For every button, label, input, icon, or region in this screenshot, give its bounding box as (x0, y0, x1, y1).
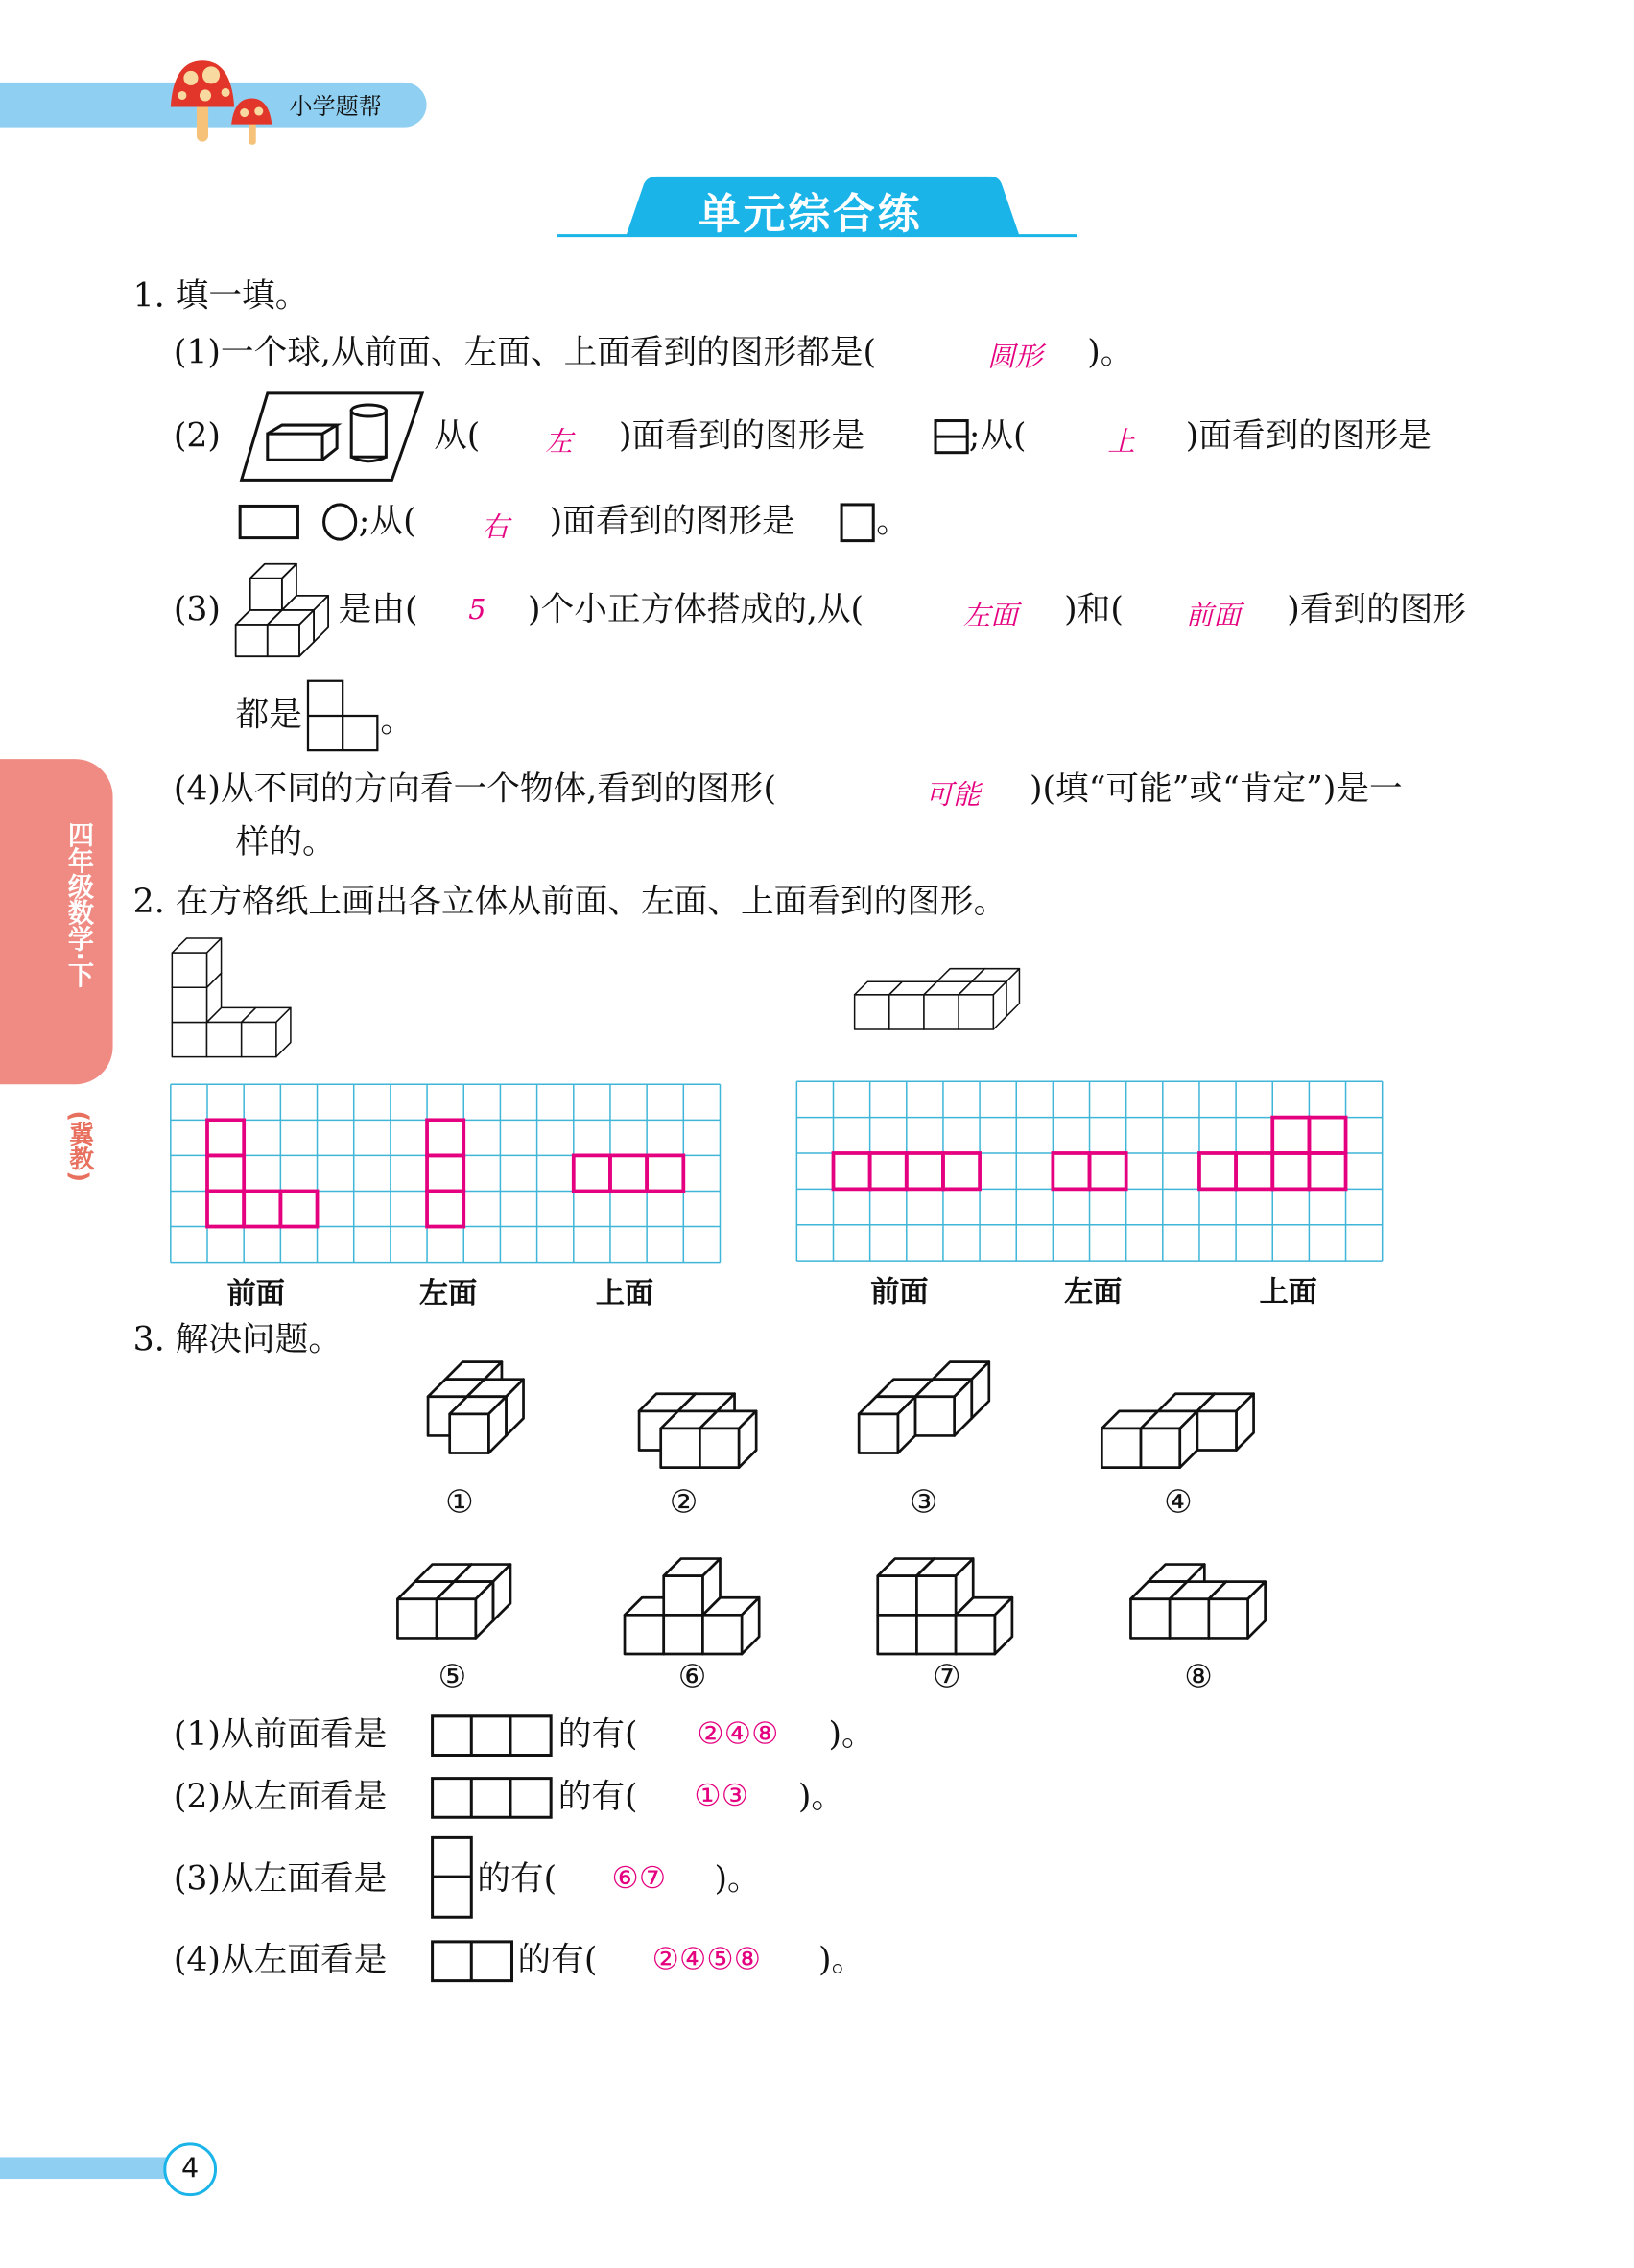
view-drawn-square (1309, 1153, 1345, 1189)
two-stacked-squares-icon (431, 1836, 477, 1923)
grid1-label-front: 前面 (226, 1275, 285, 1311)
side-tab-grade: 四年级数学·下 (63, 820, 94, 988)
view-drawn-square (1053, 1153, 1089, 1189)
cube (437, 1582, 493, 1639)
q1-p2-num: (2) (173, 417, 221, 456)
figure-label-6: ⑥ (677, 1660, 707, 1696)
figure-label-3: ③ (909, 1484, 938, 1522)
q3-item-2-post: )。 (797, 1778, 845, 1816)
row-solid-figure (850, 966, 1038, 1032)
q3-item-4-mid: 的有( (517, 1941, 598, 1980)
q1-p3-text-e: 都是 (235, 697, 302, 735)
view-drawn-square (1199, 1153, 1236, 1189)
cube (959, 981, 1006, 1029)
view-drawn-square (207, 1191, 244, 1226)
figure-label-1: ① (445, 1484, 474, 1522)
view-drawn-square (207, 1120, 244, 1155)
l-shaped-solid-figure (166, 933, 303, 1063)
q3-item-4-answer: ②④⑤⑧ (651, 1941, 762, 1977)
q1-p2-text-f: )面看到的图形是 (549, 503, 795, 541)
q1-p3-text-d: )看到的图形 (1287, 591, 1467, 629)
q1-p3-text-c: )和( (1064, 591, 1124, 629)
view-drawn-square (1090, 1153, 1126, 1189)
q1-p2-text-d: )面看到的图形是 (1185, 417, 1432, 456)
brand-name: 小学题帮 (289, 92, 382, 121)
square-icon (841, 503, 878, 543)
view-drawn-square (1272, 1153, 1309, 1189)
q1-p2-text-a: 从( (434, 417, 481, 456)
view-drawn-square (207, 1155, 244, 1191)
q1-p4-text-c: 样的。 (235, 823, 336, 862)
view-drawn-square (427, 1120, 463, 1155)
two-squares-icon (431, 1940, 517, 1983)
q1-p3-text-b: )个小正方体搭成的,从( (528, 591, 864, 629)
solid-figure-5 (394, 1559, 554, 1689)
q3-item-1-pre: (1)从前面看是 (173, 1715, 388, 1754)
grid2-label-front: 前面 (870, 1273, 929, 1309)
l-shape-view-icon (306, 679, 381, 754)
view-drawn-square (610, 1155, 647, 1191)
q3-item-2-pre: (2)从左面看是 (173, 1778, 388, 1816)
q3-item-3-answer: ⑥⑦ (611, 1860, 667, 1896)
q3-item-3-pre: (3)从左面看是 (173, 1860, 388, 1899)
view-drawn-square (1272, 1118, 1309, 1153)
cube (450, 1397, 507, 1453)
q1-p2-answer-2: 上 (1107, 426, 1136, 459)
cube (915, 1380, 972, 1436)
side-tab-edition: (冀教) (63, 1110, 93, 1183)
q1-p2-text-b: )面看到的图形是 (618, 417, 865, 456)
view-drawn-square (574, 1155, 610, 1191)
q1-p3-text-f: 。 (380, 702, 414, 741)
q3-item-4-post: )。 (817, 1941, 865, 1980)
cube (1197, 1394, 1254, 1451)
view-drawn-square (647, 1155, 683, 1191)
q3-item-2-mid: 的有( (557, 1778, 638, 1816)
q3-item-4-pre: (4)从左面看是 (173, 1941, 388, 1980)
q1-heading: 1. 填一填。 (132, 277, 309, 316)
q1-p2-answer-3: 右 (481, 511, 509, 544)
box-and-cylinder-figure (239, 390, 427, 484)
grid2-label-left: 左面 (1064, 1273, 1123, 1309)
rectangle-and-circle-icon (239, 503, 369, 543)
q3-item-2-answer: ①③ (694, 1778, 749, 1813)
solid-figure-6 (622, 1535, 781, 1666)
three-squares-icon (431, 1714, 556, 1758)
q3-item-1-post: )。 (828, 1715, 875, 1754)
q1-p4-text-a: (4)从不同的方向看一个物体,看到的图形( (173, 770, 777, 809)
q1-p2-answer-1: 左 (545, 426, 573, 459)
view-drawn-square (870, 1153, 907, 1189)
split-rectangle-icon (935, 419, 972, 457)
cube (242, 1007, 291, 1056)
q1-p1-end: )。 (1087, 334, 1134, 372)
figure-label-4: ④ (1164, 1484, 1193, 1522)
cube (172, 938, 221, 987)
view-drawn-square (907, 1153, 943, 1189)
grid-paper-1[interactable] (171, 1084, 722, 1264)
view-drawn-square (244, 1191, 280, 1226)
cube (916, 1559, 973, 1616)
q1-p3-num: (3) (173, 591, 221, 629)
mushroom-logo-icon (162, 58, 278, 147)
q1-p3-text-a: 是由( (338, 591, 418, 629)
q1-p4-text-b: )(填“可能”或“肯定”)是一 (1029, 770, 1403, 809)
figure-label-5: ⑤ (438, 1660, 467, 1696)
grid2-label-top: 上面 (1259, 1273, 1317, 1309)
grid-paper-2[interactable] (796, 1081, 1384, 1262)
q3-item-3-post: )。 (714, 1860, 761, 1899)
q1-p1-text: (1)一个球,从前面、左面、上面看到的图形都是( (173, 334, 877, 372)
footer-bar (0, 2157, 171, 2179)
q3-heading: 3. 解决问题。 (132, 1321, 343, 1359)
q1-p1-answer: 圆形 (987, 341, 1043, 373)
page-title: 单元综合练 (698, 189, 923, 239)
figure-label-8: ⑧ (1184, 1660, 1213, 1696)
view-drawn-square (943, 1153, 980, 1189)
q3-item-1-answer: ②④⑧ (697, 1715, 779, 1751)
grid1-label-left: 左面 (419, 1275, 478, 1311)
q1-p2-text-c: ;从( (968, 417, 1027, 456)
q1-p3-answer-1: 5 (468, 594, 486, 626)
cube (699, 1411, 756, 1468)
cube (1209, 1582, 1266, 1639)
view-drawn-square (280, 1191, 317, 1226)
cube (664, 1559, 721, 1616)
grid1-label-top: 上面 (595, 1275, 654, 1311)
q2-heading: 2. 在方格纸上画出各立体从前面、左面、上面看到的图形。 (132, 883, 1007, 921)
view-drawn-square (427, 1155, 463, 1191)
solid-figure-1 (408, 1374, 567, 1504)
view-drawn-square (427, 1191, 463, 1226)
q1-p3-answer-2: 左面 (962, 600, 1018, 632)
view-drawn-square (1309, 1118, 1345, 1153)
solid-figure-2 (619, 1388, 778, 1519)
q1-p2-text-e: ;从( (358, 503, 416, 541)
view-drawn-square (834, 1153, 870, 1189)
cube (250, 564, 296, 610)
q1-p4-answer: 可能 (925, 779, 981, 812)
figure-label-7: ⑦ (933, 1660, 961, 1696)
page-number-text: 4 (181, 2152, 200, 2185)
cube (859, 1397, 915, 1453)
page-number (163, 2142, 217, 2196)
figure-label-2: ② (669, 1484, 699, 1522)
three-squares-icon (431, 1777, 556, 1820)
q1-p3-answer-3: 前面 (1185, 600, 1242, 632)
view-drawn-square (1236, 1153, 1272, 1189)
cube (1141, 1411, 1197, 1468)
q3-item-3-mid: 的有( (477, 1860, 557, 1899)
q1-p2-text-g: 。 (876, 503, 910, 541)
solid-figure-7 (875, 1535, 1034, 1666)
cube (268, 610, 314, 656)
q3-item-1-mid: 的有( (557, 1715, 638, 1754)
five-cube-figure (231, 561, 340, 662)
